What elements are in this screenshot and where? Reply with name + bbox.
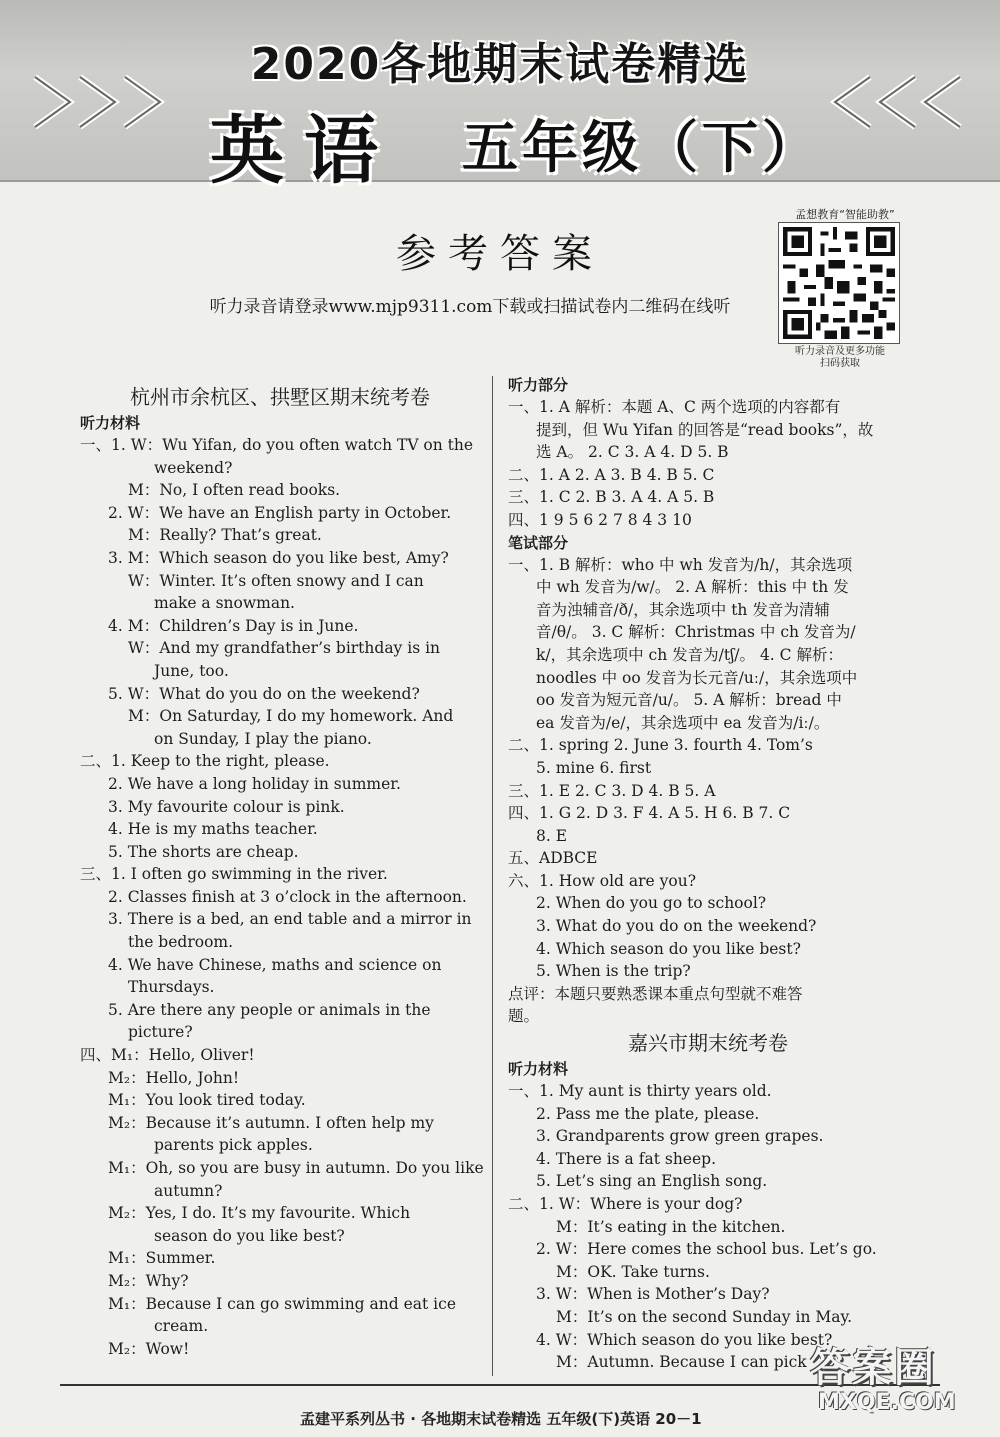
- text-line: 二、1. W：Where is your dog?: [508, 1195, 743, 1213]
- text-line: 3. Grandparents grow green grapes.: [536, 1127, 824, 1146]
- text-line: 三、1. I often go swimming in the river.: [80, 865, 388, 884]
- text-line: 5. The shorts are cheap.: [108, 842, 299, 861]
- text-line: season do you like best?: [154, 1226, 345, 1245]
- answer-line: noodles 中 oo 发音为长元音/uː/，其余选项中: [536, 668, 858, 687]
- text-line: M：On Saturday, I do my homework. And: [128, 707, 454, 726]
- text-line: 2. W：We have an English party in October.: [108, 503, 452, 522]
- text-line: M₂：Hello, John!: [108, 1068, 240, 1087]
- text-line: 2. Classes finish at 3 o’clock in the afternoon.: [108, 887, 467, 906]
- text-line: autumn?: [154, 1181, 223, 1200]
- text-line: 3. M：Which season do you like best, Amy?: [108, 548, 449, 567]
- text-line: M：It’s eating in the kitchen.: [556, 1217, 786, 1236]
- answer-line: 三、1. C 2. B 3. A 4. A 5. B: [508, 488, 715, 507]
- text-line: make a snowman.: [154, 594, 295, 613]
- answer-line: 五、ADBCE: [508, 849, 598, 868]
- chevron-right-icon: [30, 72, 170, 132]
- text-line: on Sunday, I play the piano.: [154, 729, 372, 748]
- footer-text: 孟建平系列丛书 · 各地期末试卷精选 五年级(下)英语 20－1: [300, 1410, 702, 1428]
- text-line: 5. W：What do you do on the weekend?: [108, 684, 420, 703]
- watermark-url: MXQE.COM: [818, 1390, 956, 1415]
- text-line: 5. Are there any people or animals in the: [108, 1000, 431, 1019]
- qr-note: [770, 346, 910, 370]
- text-line: 3. My favourite colour is pink.: [108, 797, 345, 816]
- right-column: [508, 374, 908, 1374]
- text-line: 5. Let’s sing an English song.: [536, 1172, 768, 1191]
- text-line: parents pick apples.: [154, 1136, 313, 1155]
- text-line: M₂：Yes, I do. It’s my favourite. Which: [108, 1204, 411, 1223]
- answer-line: 一、1. A 解析：本题 A、C 两个选项的内容都有: [508, 398, 841, 416]
- answer-line: 三、1. E 2. C 3. D 4. B 5. A: [508, 781, 716, 800]
- left-column: [80, 382, 484, 1360]
- answer-line: 提到，但 Wu Yifan 的回答是“read books”，故: [536, 420, 874, 439]
- written-part-label: 笔试部分: [508, 533, 569, 552]
- text-line: the bedroom.: [128, 933, 234, 952]
- answer-line: 5. mine 6. first: [536, 758, 652, 777]
- text-line: Thursdays.: [128, 978, 215, 997]
- text-line: W：Winter. It’s often snowy and I can: [128, 571, 424, 590]
- answer-line: 二、1. spring 2. June 3. fourth 4. Tom’s: [508, 736, 813, 755]
- answer-line: oo 发音为短元音/u/。 5. A 解析：bread 中: [536, 691, 842, 710]
- answer-line: 四、1 9 5 6 2 7 8 4 3 10: [508, 510, 692, 529]
- answer-line: 六、1. How old are you?: [508, 871, 697, 890]
- text-line: June, too.: [154, 661, 229, 680]
- text-line: 4. There is a fat sheep.: [536, 1149, 716, 1168]
- answer-line: 选 A。 2. C 3. A 4. D 5. B: [536, 443, 729, 462]
- text-line: 2. We have a long holiday in summer.: [108, 774, 401, 793]
- text-line: 4. W：Which season do you like best?: [536, 1330, 833, 1349]
- grade-title: 五年级（下）: [462, 116, 822, 181]
- text-line: 二、1. Keep to the right, please.: [80, 752, 330, 771]
- text-line: picture?: [128, 1023, 193, 1042]
- answer-line: 二、1. A 2. A 3. B 4. B 5. C: [508, 465, 715, 484]
- text-line: M₂：Because it’s autumn. I often help my: [108, 1113, 434, 1132]
- text-line: 3. W：When is Mother’s Day?: [536, 1285, 770, 1304]
- text-line: M₁：You look tired today.: [108, 1091, 306, 1110]
- text-line: M₁：Because I can go swimming and eat ice: [108, 1294, 456, 1313]
- text-line: 4. He is my maths teacher.: [108, 820, 318, 839]
- qr-note-line2: 扫码获取: [820, 358, 860, 369]
- answer-line: ea 发音为/e/，其余选项中 ea 发音为/iː/。: [536, 713, 830, 732]
- answer-line: 4. Which season do you like best?: [536, 939, 801, 958]
- qr-caption: 孟想教育“智能助教”: [795, 208, 895, 221]
- listening-material-label: 听力材料: [508, 1060, 569, 1079]
- listening-material-label: 听力材料: [80, 414, 141, 432]
- text-line: W：And my grandfather’s birthday is in: [128, 639, 441, 658]
- answer-line: 中 wh 发音为/w/。 2. A 解析：this 中 th 发: [536, 578, 849, 597]
- text-line: 2. Pass me the plate, please.: [536, 1104, 760, 1123]
- text-line: 4. We have Chinese, maths and science on: [108, 955, 442, 974]
- text-line: 2. W：Here comes the school bus. Let’s go.: [536, 1240, 877, 1259]
- page-title: 参考答案: [396, 231, 604, 277]
- text-line: 一、1. My aunt is thirty years old.: [508, 1082, 772, 1101]
- text-line: M₂：Wow!: [108, 1339, 190, 1358]
- text-line: 四、M₁：Hello, Oliver!: [80, 1046, 255, 1065]
- answer-line: 2. When do you go to school?: [536, 894, 767, 913]
- watermark-logo: [800, 1334, 990, 1424]
- column-divider: [492, 376, 493, 1376]
- chevron-left-icon: [830, 72, 970, 132]
- text-line: M₁：Oh, so you are busy in autumn. Do you like: [108, 1159, 484, 1177]
- series-title: 2020各地期末试卷精选: [250, 39, 750, 90]
- header-banner: [0, 0, 1000, 194]
- section-title-hangzhou: 杭州市余杭区、拱墅区期末统考卷: [130, 385, 430, 409]
- answer-line: 8. E: [536, 826, 568, 845]
- qr-code-icon[interactable]: [778, 222, 900, 344]
- answer-line: 点评：本题只要熟悉课本重点句型就不难答: [508, 984, 803, 1003]
- subject-title: 英语: [210, 108, 398, 194]
- text-line: 4. M：Children’s Day is in June.: [108, 616, 359, 635]
- answer-line: 四、1. G 2. D 3. F 4. A 5. H 6. B 7. C: [508, 804, 791, 823]
- audio-notice: 听力录音请登录www.mjp9311.com下载或扫描试卷内二维码在线听: [209, 297, 731, 317]
- text-line: M：Autumn. Because I can pick: [556, 1353, 807, 1372]
- answer-line: 题。: [508, 1007, 540, 1026]
- watermark-main: 答案圈: [810, 1345, 936, 1391]
- text-line: weekend?: [154, 458, 233, 477]
- text-line: M：No, I often read books.: [128, 481, 341, 500]
- answer-line: k/，其余选项中 ch 发音为/tʃ/。 4. C 解析：: [536, 645, 843, 664]
- answer-line: 一、1. B 解析：who 中 wh 发音为/h/，其余选项: [508, 555, 853, 574]
- listening-part-label: 听力部分: [508, 376, 569, 394]
- text-line: M₂：Why?: [108, 1271, 189, 1290]
- text-line: 3. There is a bed, an end table and a mirror in: [108, 910, 472, 929]
- section-title-jiaxing: 嘉兴市期末统考卷: [628, 1031, 788, 1056]
- text-line: cream.: [154, 1317, 209, 1336]
- text-line: 一、1. W：Wu Yifan, do you often watch TV on the: [80, 436, 474, 454]
- text-line: M：OK. Take turns.: [556, 1262, 710, 1281]
- text-line: M：It’s on the second Sunday in May.: [556, 1307, 853, 1326]
- answer-line: 5. When is the trip?: [536, 962, 691, 981]
- answer-line: 3. What do you do on the weekend?: [536, 917, 817, 936]
- answer-line: 音为浊辅音/ð/，其余选项中 th 发音为清辅: [536, 600, 830, 619]
- qr-note-line1: 听力录音及更多功能: [795, 346, 885, 357]
- answer-line: 音/θ/。 3. C 解析：Christmas 中 ch 发音为/: [536, 623, 856, 642]
- text-line: M：Really? That’s great.: [128, 526, 322, 545]
- text-line: M₁：Summer.: [108, 1249, 216, 1268]
